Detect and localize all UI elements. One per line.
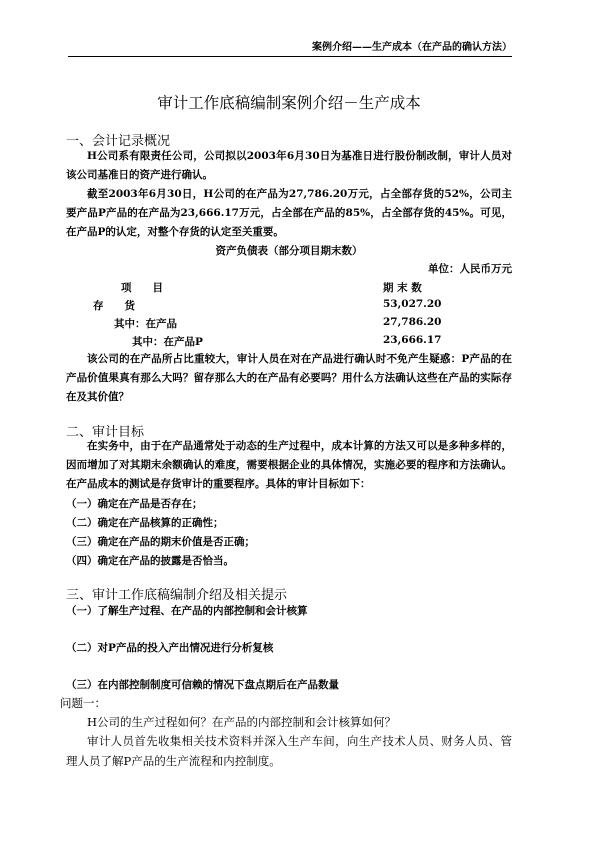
audit-objective-item: （一）确定在产品是否存在； (66, 498, 203, 510)
subsection-1-heading: （一）了解生产过程、在产品的内部控制和会计核算 (66, 605, 308, 617)
document-title: 审计工作底稿编制案例介绍－生产成本 (157, 94, 421, 112)
table-header-item: 项 目 (121, 282, 163, 294)
section-1-paragraph-2: 截至2003年6月30日，H公司的在产品为27,786.20万元，占全部存货的52%，公司主要产品P产品的在产品为23,666.17万元，占全部在产品的85%，占全部存货的45%。可见，在产品P的认定，对整个存货的认定至关重要。 (66, 188, 512, 238)
section-2-heading: 二、审计目标 (66, 425, 145, 440)
section-1-paragraph-1: H公司系有限责任公司，公司拟以2003年6月30日为基准日进行股份制改制，审计人员对该公司基准日的资产进行确认。 (66, 150, 512, 181)
section-1-paragraph-3: 该公司的在产品所占比重较大，审计人员在对在产品进行确认时不免产生疑惑：P产品的在产品价值果真有那么大吗？留存那么大的在产品有必要吗？用什么方法确认这些在产品的实际存在及其价值？ (66, 353, 512, 403)
table-header-row (66, 280, 512, 298)
answer-paragraph: 审计人员首先收集相关技术资料并深入生产车间，向生产技术人员、财务人员、管理人员了解P产品的生产流程和内控制度。 (66, 734, 512, 768)
audit-objective-item: （三）确定在产品的期末价值是否正确； (66, 536, 255, 548)
table-row-value: 27,786.20 (383, 316, 442, 328)
question-label: 问题一： (60, 696, 106, 710)
running-header: 案例介绍——生产成本（在产品的确认方法） (68, 38, 512, 57)
table-unit: 单位：人民币万元 (428, 263, 512, 275)
table-title: 资产负债表（部分项目期末数） (215, 245, 363, 257)
table-row-value: 23,666.17 (383, 334, 442, 346)
table-row-label: 其中：在产品 (114, 318, 177, 330)
table-row-value: 53,027.20 (383, 298, 442, 310)
section-3-heading: 三、审计工作底稿编制介绍及相关提示 (66, 588, 288, 603)
audit-objective-item: （四）确定在产品的披露是否恰当。 (66, 555, 234, 567)
table-row (66, 298, 512, 316)
table-row-label: 其中：在产品P (132, 336, 203, 348)
subsection-2-heading: （二）对P产品的投入产出情况进行分析复核 (66, 642, 274, 654)
question-text: H公司的生产过程如何？在产品的内部控制和会计核算如何？ (87, 715, 397, 729)
table-header-value: 期 末 数 (383, 282, 422, 294)
table-row (66, 316, 512, 334)
table-row-label: 存 货 (93, 300, 135, 312)
audit-objective-item: （二）确定在产品核算的正确性； (66, 517, 224, 529)
section-2-paragraph: 在实务中，由于在产品通常处于动态的生产过程中，成本计算的方法又可以是多种多样的，因而增加了对其期末余额确认的难度，需要根据企业的具体情况，实施必要的程序和方法确认。在产品成本的测试是存货审计的重要程序。具体的审计目标如下： (66, 440, 512, 490)
subsection-3-heading: （三）在内部控制制度可信赖的情况下盘点期后在产品数量 (66, 679, 339, 691)
section-1-heading: 一、会计记录概况 (66, 134, 171, 149)
